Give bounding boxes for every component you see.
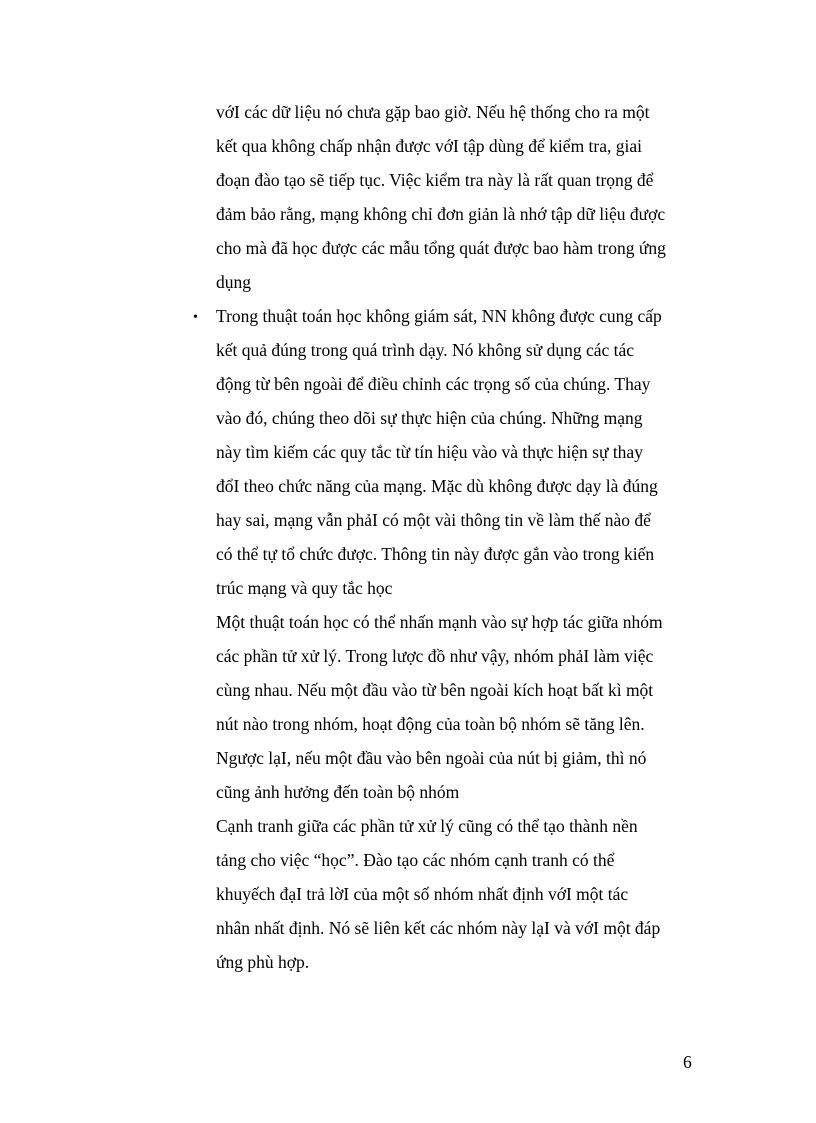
text-line: vào đó, chúng theo dõi sự thực hiện của chúng. Những mạng: [216, 408, 643, 428]
page-number: 6: [683, 1052, 692, 1072]
text-line: nút nào trong nhóm, hoạt động của toàn bộ nhóm sẽ tăng lên.: [216, 714, 645, 734]
text-line: cùng nhau. Nếu một đầu vào từ bên ngoài kích hoạt bất kì một: [216, 680, 654, 700]
text-line: Cạnh tranh giữa các phần tử xử lý cũng có thể tạo thành nền: [216, 816, 638, 836]
text-line: động từ bên ngoài để điều chỉnh các trọng số của chúng. Thay: [216, 374, 651, 394]
text-line: đổI theo chức năng của mạng. Mặc dù không được dạy là đúng: [216, 476, 658, 496]
text-line: Ngược lạI, nếu một đầu vào bên ngoài của nút bị giảm, thì nó: [216, 748, 647, 768]
text-line: kết qua không chấp nhận được vớI tập dùng để kiểm tra, giai: [216, 136, 642, 156]
text-line: tảng cho việc “học”. Đào tạo các nhóm cạnh tranh có thể: [216, 850, 615, 870]
text-line: dụng: [216, 272, 251, 292]
text-line: trúc mạng và quy tắc học: [216, 578, 393, 598]
text-line: ứng phù hợp.: [216, 952, 310, 972]
text-line: Một thuật toán học có thể nhấn mạnh vào sự hợp tác giữa nhóm: [216, 612, 663, 632]
text-line: các phần tử xử lý. Trong lược đồ như vậy, nhóm phảI làm việc: [216, 646, 654, 666]
text-line: khuyếch đạI trả lờI của một số nhóm nhất định vớI một tác: [216, 884, 629, 904]
text-line: hay sai, mạng vẫn phảI có một vài thông tin về làm thế nào để: [216, 510, 651, 530]
text-line: này tìm kiếm các quy tắc từ tín hiệu vào và thực hiện sự thay: [216, 442, 643, 462]
text-line: kết quả đúng trong quá trình dạy. Nó không sử dụng các tác: [216, 340, 635, 360]
text-line: đoạn đào tạo sẽ tiếp tục. Việc kiểm tra này là rất quan trọng để: [216, 170, 654, 190]
text-line: nhân nhất định. Nó sẽ liên kết các nhóm này lạI và vớI một đáp: [216, 918, 661, 938]
text-line: vớI các dữ liệu nó chưa gặp bao giờ. Nếu hệ thống cho ra một: [216, 102, 650, 122]
text-line: đảm bảo rằng, mạng không chỉ đơn giản là nhớ tập dữ liệu được: [216, 204, 666, 224]
text-line: cho mà đã học được các mẫu tổng quát được bao hàm trong ứng: [216, 238, 666, 258]
text-line: cũng ảnh hưởng đến toàn bộ nhóm: [216, 782, 460, 802]
text-line: có thể tự tổ chức được. Thông tin này được gắn vào trong kiến: [216, 544, 655, 564]
bullet-marker: •: [193, 310, 198, 325]
text-line: Trong thuật toán học không giám sát, NN không được cung cấp: [216, 306, 662, 326]
